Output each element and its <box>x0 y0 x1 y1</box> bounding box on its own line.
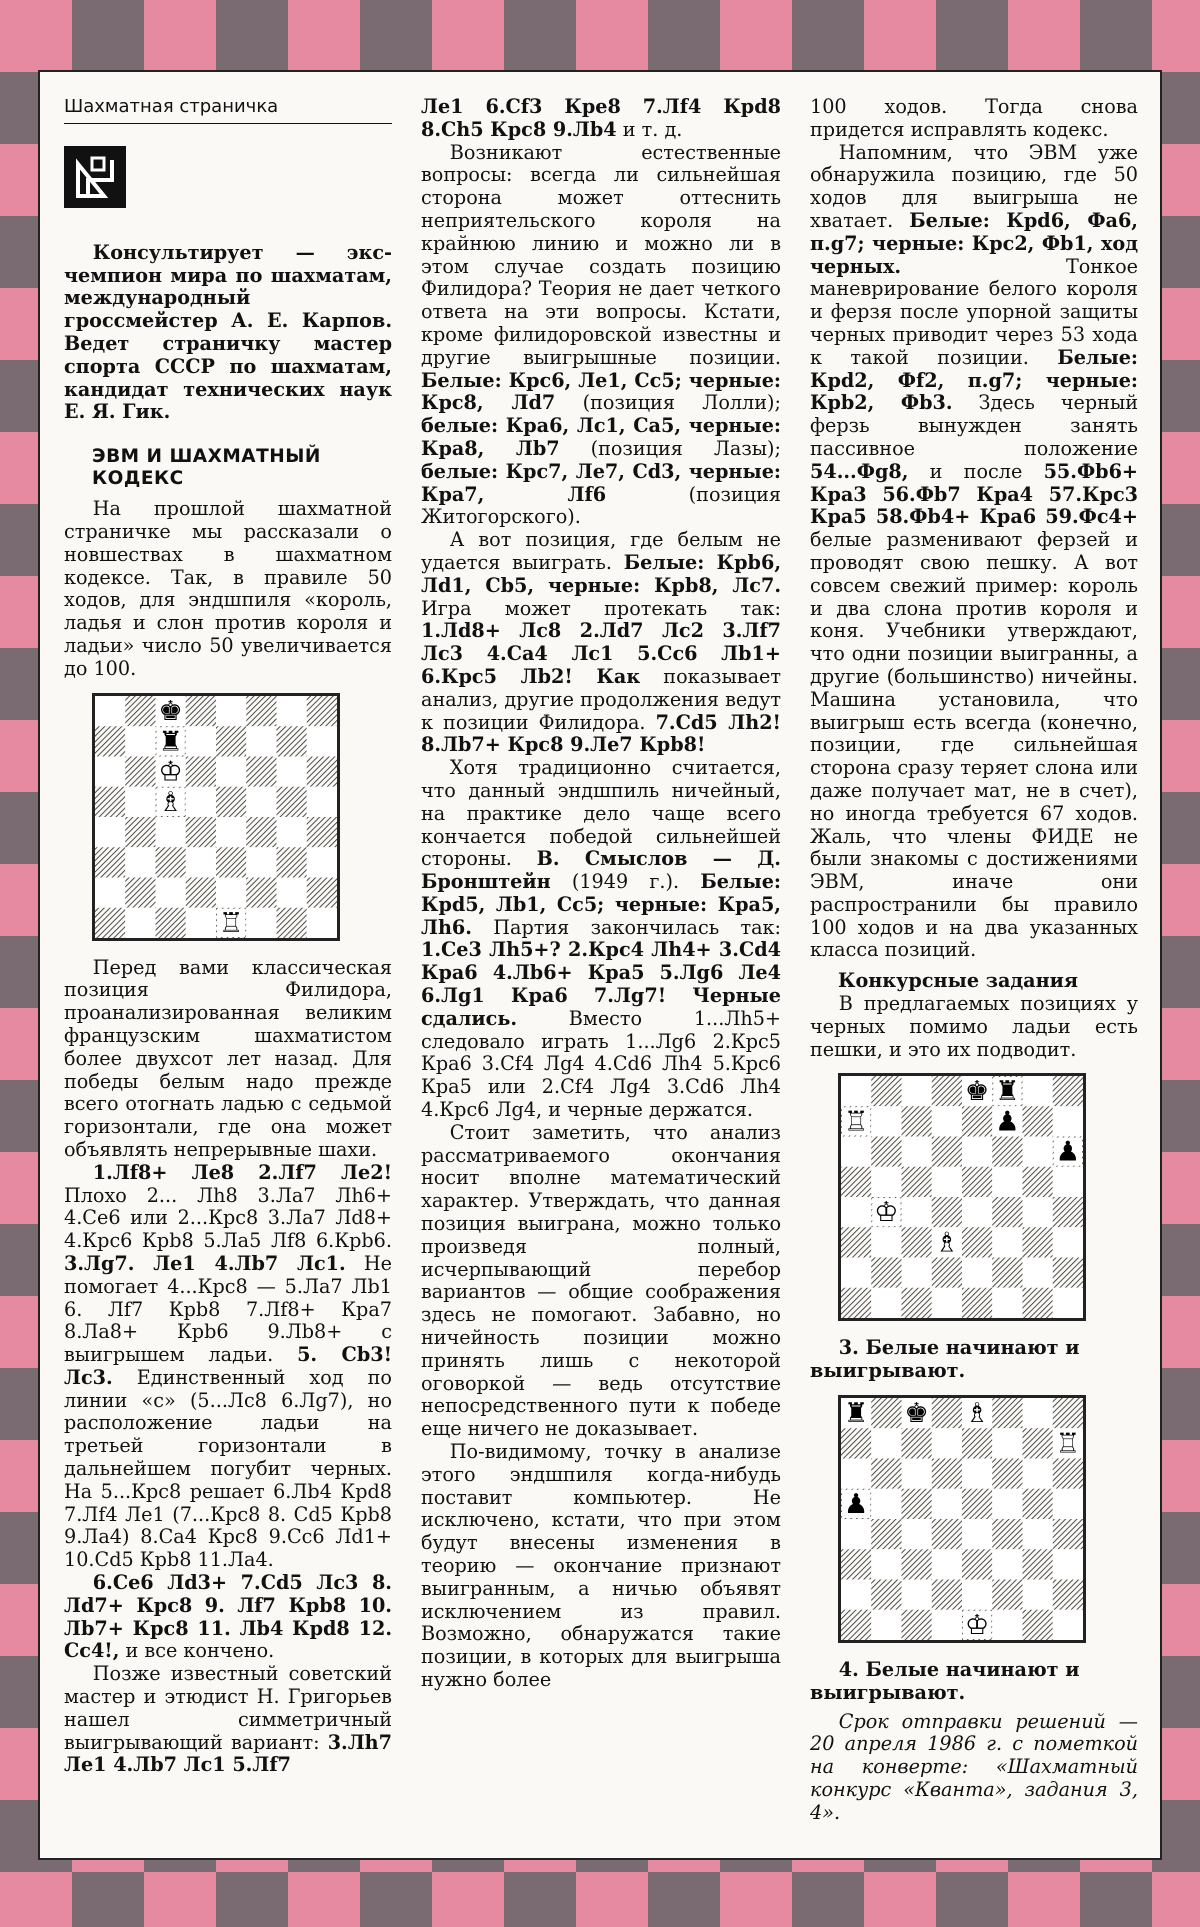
paragraph <box>64 1572 392 1663</box>
frame-tile <box>720 1872 792 1927</box>
dark-square <box>902 1228 932 1258</box>
dark-square <box>841 1549 871 1579</box>
chess-board-task-3 <box>838 1073 1086 1321</box>
dark-square <box>95 907 125 937</box>
dark-square <box>841 1610 871 1640</box>
white-bishop-icon: ♗ <box>934 1227 960 1259</box>
dark-square <box>1053 1398 1083 1428</box>
dark-square <box>871 1137 901 1167</box>
paragraph <box>421 757 781 1122</box>
moves: 3.Лh7 Лe1 4.Лb7 Лс1 5.Лf7 <box>64 1730 392 1777</box>
paragraph <box>64 1162 392 1572</box>
task-4-caption: 4. Белые начинают и выигрывают. <box>810 1658 1080 1704</box>
light-square <box>902 1197 932 1227</box>
text: (позиция Лолли); <box>555 391 781 415</box>
text: Позже известный советский мастер и этюдист Н. Григорьев нашел симметричный выигрывающий вариант: <box>64 1662 392 1754</box>
dark-square <box>932 1459 962 1489</box>
dark-square <box>95 786 125 816</box>
moves: 5. Сb3! Лс3. <box>64 1343 393 1389</box>
light-square <box>871 1228 901 1258</box>
moves: белые: Крс7, Лe7, Сd3, черные: Крa7, Лf6 <box>421 459 781 506</box>
light-square <box>992 1228 1022 1258</box>
moves: Белые: Крb6, Лd1, Сb5, черные: Крb8, Лс7. <box>421 550 781 597</box>
black-pawn-icon: ♟ <box>995 1106 1020 1138</box>
dark-square <box>992 1580 1022 1610</box>
moves: Белые: Крd6, Фa6, п.g7; черные: Крс2, Фb1, ход черных. <box>810 208 1138 278</box>
dark-square <box>95 726 125 756</box>
black-rook-icon: ♜ <box>158 725 183 757</box>
paragraph <box>64 1663 392 1777</box>
text: Плохо 2... Лh8 3.Лa7 Лh6+ 4.Сe6 или 2...Крс8 3.Лa7 Лd8+ 4.Крс6 Крb8 5.Лa5 Лf8 6.Крb6. <box>64 1183 392 1253</box>
text: А вот позиция, где белым не удается выиграть. <box>421 528 781 574</box>
dark-square <box>962 1167 992 1197</box>
light-square <box>277 696 307 726</box>
dark-square <box>216 786 246 816</box>
white-rook-icon: ♖ <box>1055 1428 1081 1460</box>
light-square <box>992 1428 1022 1458</box>
black-rook-icon: ♜ <box>843 1398 869 1430</box>
light-square <box>1053 1549 1083 1579</box>
light-square <box>871 1107 901 1137</box>
frame-tile <box>288 0 360 72</box>
dark-square <box>1023 1428 1053 1458</box>
section-header: Шахматная страничка <box>64 96 279 117</box>
frame-tile <box>1152 0 1200 72</box>
light-square <box>871 1549 901 1579</box>
dark-square <box>216 726 246 756</box>
frame-tile <box>576 0 648 72</box>
light-square <box>1053 1107 1083 1137</box>
dark-square <box>992 1258 1022 1288</box>
dark-square <box>125 817 155 847</box>
light-square <box>1023 1398 1053 1428</box>
dark-square <box>156 847 186 877</box>
light-square <box>1023 1580 1053 1610</box>
light-square <box>125 907 155 937</box>
light-square <box>992 1489 1022 1519</box>
task-3-caption: 3. Белые начинают и выигрывают. <box>810 1336 1080 1383</box>
light-square <box>307 847 337 877</box>
light-square <box>95 756 125 786</box>
column-3 <box>810 96 1138 1825</box>
light-square <box>1023 1137 1053 1167</box>
moves: 54...Фg8, <box>810 459 909 483</box>
light-square <box>841 1137 871 1167</box>
dark-square <box>902 1549 932 1579</box>
dark-square <box>186 756 216 786</box>
frame-tile <box>432 1872 504 1927</box>
moves: 55.Фb6+ Крa3 56.Фb7 Крa4 57.Крс3 Крa5 58.Фb4+ Крa6 59.Фс4+ <box>810 459 1138 529</box>
frame-tile <box>1008 0 1080 72</box>
dark-square <box>932 1258 962 1288</box>
light-square <box>1023 1258 1053 1288</box>
frame-tile <box>144 1872 216 1927</box>
black-king-icon: ♚ <box>158 695 183 727</box>
light-square <box>871 1489 901 1519</box>
light-square <box>246 847 276 877</box>
moves: 6.Сe6 Лd3+ 7.Сd5 Лс3 8. Лd7+ Крс8 9. Лf7 Крb8 10. Лb7+ Крс8 11. Лb4 Крd8 12. Сс4!, <box>64 1571 392 1663</box>
light-square <box>1053 1489 1083 1519</box>
light-square <box>932 1549 962 1579</box>
dark-square <box>95 847 125 877</box>
light-square <box>902 1519 932 1549</box>
dark-square <box>992 1519 1022 1549</box>
light-square <box>277 817 307 847</box>
paragraph: Стоит заметить, что анализ рассматриваемого окончания носит вполне математический характер. Утверждать, что данная позиция выиграна, можно только произведя полный, исчерпывающий перебор вариантов — общие соображения здесь не помогают. Забавно, но ничейность позиции можно принять лишь с некоторой оговоркой — ведь отсутствие непосредственного пути к победе еще ничего не доказывает. <box>421 1120 781 1441</box>
chess-board-philidor <box>92 693 340 941</box>
text: Игра может протекать так: <box>421 596 781 620</box>
dark-square <box>932 1398 962 1428</box>
frame-tile <box>1152 1872 1200 1927</box>
dark-square <box>246 696 276 726</box>
moves: 3.Лg7. Лe1 4.Лb7 Лс1. <box>64 1251 346 1275</box>
light-square <box>216 817 246 847</box>
light-square <box>962 1580 992 1610</box>
frame-tile <box>864 0 936 72</box>
white-rook-icon: ♖ <box>843 1106 869 1138</box>
text: показывает анализ, другие продолжения ведут к позиции Филидора. <box>421 664 781 734</box>
moves: 1.Сe3 Лh5+? 2.Крс4 Лh4+ 3.Сd4 Крa6 4.Лb6+ Крa5 5.Лg6 Лe4 6.Лg1 Крa6 7.Лg7! Черные сдались. <box>421 938 781 1030</box>
dark-square <box>125 877 155 907</box>
light-square <box>307 786 337 816</box>
moves: Белые: Крd2, Фf2, п.g7; черные: Крb2, Фb3. <box>810 345 1138 415</box>
light-square <box>932 1107 962 1137</box>
text: Возникают естественные вопросы: всегда ли сильнейшая сторона может оттеснить неприятельского короля на крайнюю линию и можно ли в этом случае создать позицию Филидора? Теория не дает четкого ответа на эти вопросы. Кстати, кроме филидоровской известны и другие выигрышные позиции. <box>421 140 781 369</box>
text: Единственный ход по линии «с» (5...Лс8 6.Лg7), но расположение ладьи на третьей горизонтали в дальнейшем погубит черных. На 5...Крс8 решает 6.Лb4 Крd8 7.Лf4 Лe1 (7...Крс8 8. Сd5 Крb8 9.Лa4) 8.Сa4 Крс8 9.Сс6 Лd1+ 10.Сd5 Крb8 11.Лa4. <box>64 1365 392 1572</box>
light-square <box>932 1288 962 1318</box>
light-square <box>307 726 337 756</box>
frame-tile <box>288 1872 360 1927</box>
text: Тонкое маневрирование белого короля и ферзя после упорной защиты черных приводит через 53 хода к такой позиции. <box>810 254 1138 369</box>
light-square <box>841 1519 871 1549</box>
paragraph <box>810 142 1138 963</box>
dark-square <box>871 1459 901 1489</box>
light-square <box>962 1258 992 1288</box>
white-bishop-icon: ♗ <box>964 1398 990 1430</box>
light-square <box>95 696 125 726</box>
text: Хотя традиционно считается, что данный эндшпиль ничейный, на практике дело чаще всего кончается победой сильнейшей стороны. <box>421 756 781 871</box>
light-square <box>992 1610 1022 1640</box>
dark-square <box>186 817 216 847</box>
moves: Белые: Крd5, Лb1, Сс5; черные: Крa5, Лh6. <box>421 870 781 939</box>
text: (позиция Лазы); <box>559 436 782 460</box>
dark-square <box>902 1610 932 1640</box>
dark-square <box>841 1428 871 1458</box>
column-2 <box>421 96 781 1692</box>
dark-square <box>962 1428 992 1458</box>
dark-square <box>277 786 307 816</box>
light-square <box>246 726 276 756</box>
dark-square <box>156 907 186 937</box>
black-pawn-icon: ♟ <box>1055 1137 1081 1169</box>
frame-tile <box>0 1872 72 1927</box>
light-square <box>962 1137 992 1167</box>
text: и т. д. <box>616 117 683 141</box>
dark-square <box>871 1580 901 1610</box>
light-square <box>186 786 216 816</box>
white-rook-icon: ♖ <box>218 907 244 939</box>
dark-square <box>307 817 337 847</box>
text: Вместо 1...Лh5+ следовало играть 1...Лg6 2.Крс5 Крa6 3.Сf4 Лg4 4.Сd6 Лh4 5.Крс6 Крa5 или 2.Сf4 Лg4 3.Сd6 Лh4 4.Крс6 Лg4, и черные держатся. <box>421 1006 781 1122</box>
black-king-icon: ♚ <box>964 1076 990 1108</box>
light-square <box>871 1610 901 1640</box>
paragraph: Перед вами классическая позиция Филидора, проанализированная великим французским шахматистом более двухсот лет назад. Для победы белым надо прежде всего отогнать ладью с седьмой горизонтали, где она может объявлять непрерывные шахи. <box>64 955 392 1161</box>
light-square <box>992 1167 1022 1197</box>
text: Партия закончилась так: <box>471 915 781 939</box>
dark-square <box>1023 1549 1053 1579</box>
light-square <box>962 1197 992 1227</box>
light-square <box>992 1288 1022 1318</box>
dark-square <box>1023 1610 1053 1640</box>
light-square <box>902 1258 932 1288</box>
light-square <box>156 817 186 847</box>
light-square <box>1053 1288 1083 1318</box>
chess-logo-icon <box>64 146 126 208</box>
white-king-icon: ♔ <box>874 1197 899 1229</box>
white-king-icon: ♔ <box>158 756 183 788</box>
header-rule <box>64 123 392 124</box>
black-king-icon: ♚ <box>904 1398 929 1430</box>
moves: Белые: Крс6, Лe1, Сс5; черные: Крс8, Лd7 <box>421 368 781 415</box>
dark-square <box>1053 1197 1083 1227</box>
dark-square <box>902 1428 932 1458</box>
moves: 1.Лd8+ Лс8 2.Лd7 Лс2 3.Лf7 Лс3 4.Сa4 Лс1 5.Сс6 Лb1+ 6.Крс5 Лb2! Как <box>421 619 781 688</box>
dark-square <box>871 1519 901 1549</box>
dark-square <box>307 756 337 786</box>
dark-square <box>216 847 246 877</box>
light-square <box>125 786 155 816</box>
light-square <box>1023 1076 1053 1106</box>
text: (1949 г.). <box>550 870 701 894</box>
light-square <box>125 726 155 756</box>
moves: белые: Крa6, Лс1, Сa5, черные: Крa8, Лb7 <box>421 414 781 460</box>
dark-square <box>841 1228 871 1258</box>
dark-square <box>841 1288 871 1318</box>
light-square <box>841 1197 871 1227</box>
dark-square <box>1023 1228 1053 1258</box>
dark-square <box>902 1107 932 1137</box>
dark-square <box>186 877 216 907</box>
dark-square <box>125 756 155 786</box>
light-square <box>962 1519 992 1549</box>
light-square <box>932 1610 962 1640</box>
contest-title: Конкурсные задания <box>838 969 1079 993</box>
light-square <box>95 817 125 847</box>
light-square <box>932 1489 962 1519</box>
dark-square <box>307 696 337 726</box>
dark-square <box>962 1107 992 1137</box>
frame-tile <box>720 0 792 72</box>
dark-square <box>932 1519 962 1549</box>
light-square <box>307 907 337 937</box>
dark-square <box>962 1489 992 1519</box>
dark-square <box>962 1228 992 1258</box>
light-square <box>277 756 307 786</box>
paragraph: 100 ходов. Тогда снова придется исправлять кодекс. <box>810 95 1138 141</box>
light-square <box>1053 1610 1083 1640</box>
light-square <box>216 877 246 907</box>
frame-tile <box>864 1872 936 1927</box>
dark-square <box>246 756 276 786</box>
dark-square <box>1053 1580 1083 1610</box>
light-square <box>1023 1519 1053 1549</box>
dark-square <box>307 877 337 907</box>
light-square <box>156 877 186 907</box>
light-square <box>1053 1167 1083 1197</box>
dark-square <box>902 1288 932 1318</box>
page <box>38 70 1162 1860</box>
black-pawn-icon: ♟ <box>843 1489 869 1521</box>
text: и все кончено. <box>119 1639 275 1663</box>
light-square <box>871 1167 901 1197</box>
light-square <box>962 1459 992 1489</box>
dark-square <box>871 1076 901 1106</box>
dark-square <box>1053 1459 1083 1489</box>
frame-tile <box>576 1872 648 1927</box>
light-square <box>871 1288 901 1318</box>
deadline-note: Срок отправки решений — 20 апреля 1986 г. с пометкой на конверте: «Шахматный конкурс «Кванта», задания 3, 4». <box>810 1709 1138 1824</box>
frame-tile <box>0 0 72 72</box>
dark-square <box>246 877 276 907</box>
light-square <box>932 1428 962 1458</box>
dark-square <box>902 1489 932 1519</box>
light-square <box>841 1076 871 1106</box>
dark-square <box>962 1288 992 1318</box>
light-square <box>902 1580 932 1610</box>
dark-square <box>932 1137 962 1167</box>
dark-square <box>1053 1076 1083 1106</box>
frame-tile <box>144 0 216 72</box>
light-square <box>95 877 125 907</box>
dark-square <box>1053 1519 1083 1549</box>
dark-square <box>992 1398 1022 1428</box>
intro-text: Консультирует — экс-чемпион мира по шахматам, международный гроссмейстер А. Е. Карпов. Ведет страничку мастер спорта СССР по шахматам, кандидат технических наук Е. Я. Гик. <box>64 240 392 424</box>
dark-square <box>246 817 276 847</box>
text: белые разменивают ферзей и проводят свою пешку. А вот совсем свежий пример: король и два слона против короля и коня. Учебники утверждают, что одни позиции выигранны, а другие (большинство) ничейны. Машина установила, что выигрыш есть всегда (конечно, позиции, где сильнейшая сторона сразу теряет слона или даже получает мат, не в счет), но иногда требуется 67 ходов. Жаль, что члены ФИДЕ не были знакомы с достижениями ЭВМ, иначе они распространили бы правило 100 ходов и на два указанных класса позиций. <box>810 528 1138 962</box>
dark-square <box>962 1549 992 1579</box>
light-square <box>246 786 276 816</box>
dark-square <box>932 1197 962 1227</box>
column-1 <box>64 96 392 1777</box>
text: Не помогает 4...Крс8 — 5.Лa7 Лb1 6. Лf7 Крb8 7.Лf8+ Крa7 8.Лa8+ Крb6 9.Лb8+ с выигрышем ладьи. <box>64 1251 392 1367</box>
frame-tile <box>432 0 504 72</box>
dark-square <box>992 1197 1022 1227</box>
text: Здесь черный ферзь вынужден занять пассивное положение <box>810 391 1139 460</box>
frame-tile <box>1008 1872 1080 1927</box>
dark-square <box>992 1137 1022 1167</box>
chess-board-task-4 <box>838 1395 1086 1643</box>
dark-square <box>932 1076 962 1106</box>
light-square <box>841 1459 871 1489</box>
light-square <box>992 1549 1022 1579</box>
dark-square <box>1053 1258 1083 1288</box>
moves: Лe1 6.Сf3 Крe8 7.Лf4 Крd8 8.Сh5 Крс8 9.Лb4 <box>421 95 781 141</box>
dark-square <box>1023 1107 1053 1137</box>
dark-square <box>932 1580 962 1610</box>
light-square <box>216 756 246 786</box>
light-square <box>216 696 246 726</box>
paragraph <box>421 142 781 530</box>
dark-square <box>277 726 307 756</box>
white-king-icon: ♔ <box>964 1610 990 1642</box>
dark-square <box>277 847 307 877</box>
light-square <box>902 1076 932 1106</box>
light-square <box>246 907 276 937</box>
dark-square <box>992 1459 1022 1489</box>
dark-square <box>186 696 216 726</box>
paragraph: На прошлой шахматной страничке мы рассказали о новшествах в шахматном кодексе. Так, в правиле 50 ходов, для эндшпиля «король, ладья и слон против короля и ладьи» число 50 увеличивается до 100. <box>64 497 392 680</box>
moves: 1.Лf8+ Лe8 2.Лf7 Лe2! <box>92 1160 392 1184</box>
light-square <box>932 1167 962 1197</box>
light-square <box>186 907 216 937</box>
light-square <box>125 847 155 877</box>
contest-text: В предлагаемых позициях у черных помимо ладьи есть пешки, и это их подводит. <box>810 992 1138 1061</box>
light-square <box>841 1580 871 1610</box>
game-players: В. Смыслов — Д. Бронштейн <box>421 847 781 894</box>
dark-square <box>871 1398 901 1428</box>
text: и после <box>908 459 1044 483</box>
moves: 7.Сd5 Лh2! 8.Лb7+ Крс8 9.Лe7 Крb8! <box>421 710 781 757</box>
light-square <box>1023 1197 1053 1227</box>
text: (позиция Житогорского). <box>421 482 781 529</box>
light-square <box>841 1258 871 1288</box>
light-square <box>186 726 216 756</box>
light-square <box>186 847 216 877</box>
dark-square <box>841 1167 871 1197</box>
light-square <box>277 877 307 907</box>
dark-square <box>1023 1489 1053 1519</box>
paragraph <box>421 529 781 757</box>
light-square <box>1023 1459 1053 1489</box>
text: Напомним, что ЭВМ уже обнаружила позицию, где 50 ходов для выигрыша не хватает. <box>810 140 1138 232</box>
white-bishop-icon: ♗ <box>158 786 183 818</box>
dark-square <box>277 907 307 937</box>
dark-square <box>902 1167 932 1197</box>
dark-square <box>871 1258 901 1288</box>
light-square <box>871 1428 901 1458</box>
paragraph: По-видимому, точку в анализе этого эндшпиля когда-нибудь поставит компьютер. Не исключено, кстати, что при этом будут внесены изменения в теорию — окончание признают выигранным, а ничью объявят исключением из правил. Возможно, обнаружатся такие позиции, в которых для выигрыша нужно более <box>421 1440 781 1691</box>
light-square <box>902 1137 932 1167</box>
light-square <box>902 1459 932 1489</box>
dark-square <box>125 696 155 726</box>
dark-square <box>1023 1167 1053 1197</box>
dark-square <box>1023 1288 1053 1318</box>
paragraph <box>421 96 781 142</box>
article-title: ЭВМ И ШАХМАТНЫЙ КОДЕКС <box>92 446 321 490</box>
light-square <box>1053 1228 1083 1258</box>
black-rook-icon: ♜ <box>995 1076 1020 1108</box>
